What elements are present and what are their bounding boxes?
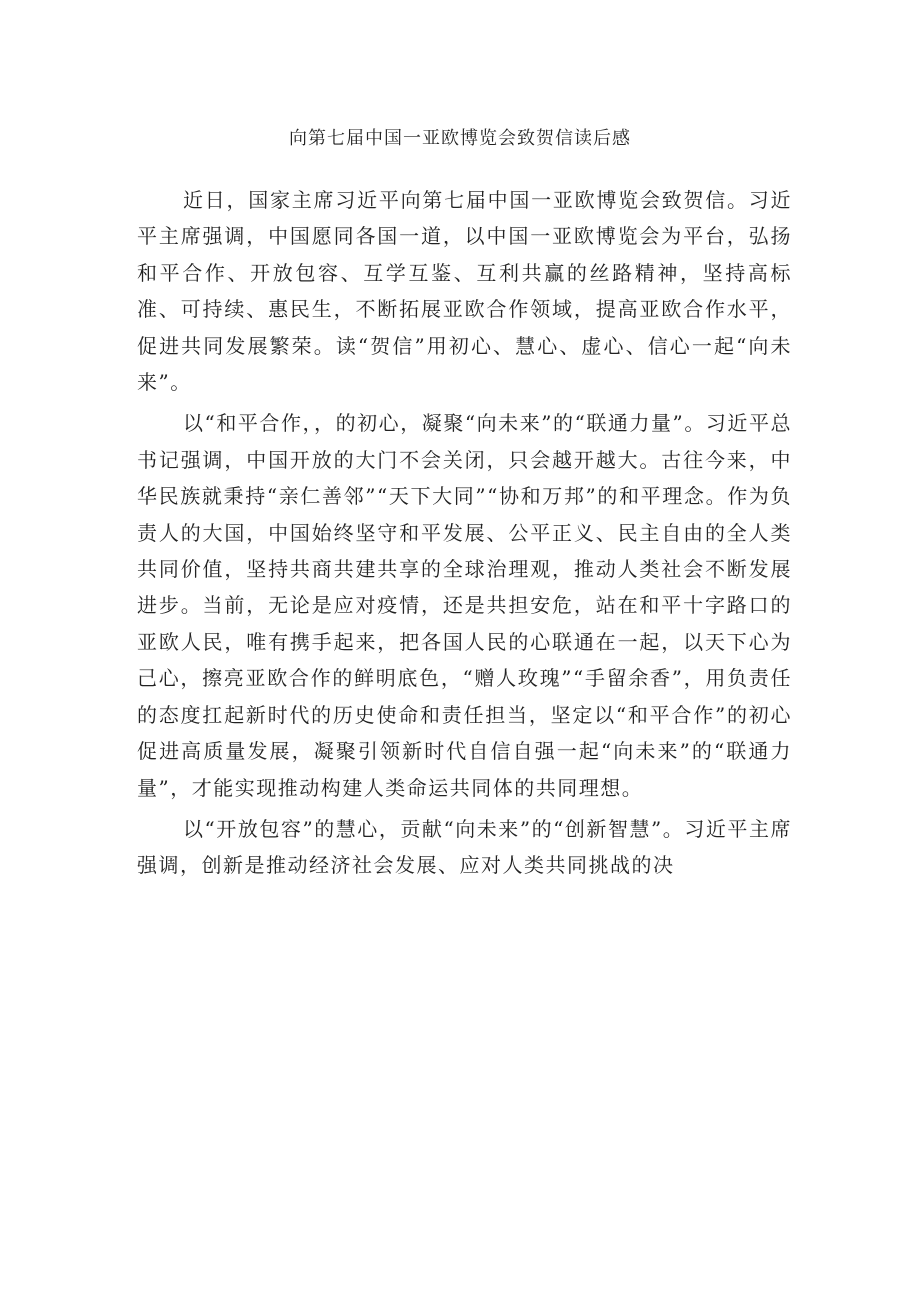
- paragraph-2: 以“和平合作，，的初心，凝聚“向未来”的“联通力量”。习近平总书记强调，中国开放的大门不会关闭，只会越开越大。古往今来，中华民族就秉持“亲仁善邻”“天下大同”“协和万邦”的和平理念。作为负责人的大国，中国始终坚守和平发展、公平正义、民主自由的全人类共同价值，坚持共商共建共享的全球治理观，推动人类社会不断发展进步。当前，无论是应对疫情，还是共担安危，站在和平十字路口的亚欧人民，唯有携手起来，把各国人民的心联通在一起，以天下心为己心，擦亮亚欧合作的鲜明底色，“赠人玫瑰”“手留余香”，用负责任的态度扛起新时代的历史使命和责任担当，坚定以“和平合作”的初心促进高质量发展，凝聚引领新时代自信自强一起“向未来”的“联通力量”，才能实现推动构建人类命运共同体的共同理想。: [137, 411, 792, 800]
- document-title: 向第七届中国一亚欧博览会致贺信读后感: [289, 128, 631, 149]
- paragraph-3: 以“开放包容”的慧心，贡献“向未来”的“创新智慧”。习近平主席强调，创新是推动经济社会发展、应对人类共同挑战的决: [137, 816, 792, 878]
- document-body: [137, 182, 792, 889]
- paragraph-1: 近日，国家主席习近平向第七届中国一亚欧博览会致贺信。习近平主席强调，中国愿同各国一道，以中国一亚欧博览会为平台，弘扬和平合作、开放包容、互学互鉴、互利共赢的丝路精神，坚持高标准、可持续、惠民生，不断拓展亚欧合作领域，提高亚欧合作水平，促进共同发展繁荣。读“贺信”用初心、慧心、虚心、信心一起“向未来”。: [137, 188, 792, 395]
